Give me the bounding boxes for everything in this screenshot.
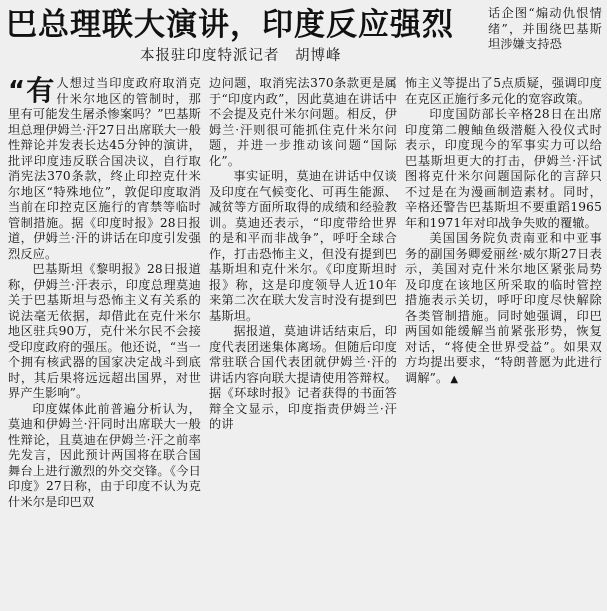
end-mark-triangle-icon: ▲ [450, 373, 459, 385]
paragraph: 话企图“煽动仇恨情绪”，并围绕巴基斯坦涉嫌支持恐 [488, 6, 602, 51]
paragraph: 印度国防部长辛格28日在出席印度第二艘鲉鱼级潜艇入役仪式时表示，印度现今的军事实力可以给巴基斯坦更大的打击，伊姆兰·汗试图将克什米尔问题国际化的言辞只不过是在为漫画制造素材。同时，辛格还警告巴基斯坦不要重蹈1965年和1971年对印战争失败的覆辙。 [405, 107, 602, 230]
article-column-3-top [488, 6, 602, 53]
article-column-1 [8, 76, 201, 510]
byline: 本报驻印度特派记者 胡博峰 [140, 48, 342, 64]
paragraph [405, 231, 602, 387]
article-column-3 [405, 76, 602, 387]
paragraph-text: 美国国务院负责南亚和中亚事务的副国务卿爱丽丝·威尔斯27日表示，美国对克什米尔地区紧张局势及印度在该地区所采取的临时管控措施表示关切，呼吁印度尽快解除各类管制措施。同时她强调，印巴两国如能缓解当前紧张形势，恢复对话，“将使全世界受益”。如果双方均提出要求，“特朗普愿为此进行调解”。 [405, 231, 602, 385]
paragraph: 事实证明，莫迪在讲话中仅谈及印度在气候变化、可再生能源、减贫等方面所取得的成绩和经验教训。莫迪还表示，“印度带给世界的是和平而非战争”，呼吁全球合作，打击恐怖主义，但没有提到巴基斯坦和克什米尔。《印度斯坦时报》称，这是印度领导人近10年来第二次在联大发言时没有提到巴基斯坦。 [209, 169, 397, 323]
drop-cap: 有 [26, 74, 55, 107]
lead-paragraph [8, 76, 201, 262]
article-column-2 [209, 76, 397, 433]
opening-quote-mark: “ [8, 76, 26, 106]
paragraph: 怖主义等提出了5点质疑，强调印度在克区正施行多元化的宽容政策。 [405, 76, 602, 106]
paragraph: 边问题，取消宪法370条款更是属于“印度内政”，因此莫迪在讲话中不会提及克什米尔问题。相反，伊姆兰·汗则很可能抓住克什米尔问题，并进一步推动该问题“国际化”。 [209, 76, 397, 168]
headline: 巴总理联大演讲，印度反应强烈 [6, 7, 454, 43]
paragraph: 巴基斯坦《黎明报》28日报道称，伊姆兰·汗表示，印度总理莫迪关于巴基斯坦与恐怖主义有关系的说法毫无依据，却借此在克什米尔地区驻兵90万，克什米尔民不会接受印度政府的强压。他还说，“当一个拥有核武器的国家决定战斗到底时，其后果将远远超出国界，对世界产生影响”。 [8, 262, 201, 400]
paragraph: 印度媒体此前普遍分析认为，莫迪和伊姆兰·汗同时出席联大一般性辩论，且莫迪在伊姆兰·汗之前率先发言，因此预计两国将在联合国舞台上进行激烈的外交交锋。《今日印度》27日称，由于印度不认为克什米尔是印巴双 [8, 401, 201, 509]
paragraph: 据报道，莫迪讲话结束后，印度代表团迷集体离场。但随后印度常驻联合国代表团就伊姆兰·汗的讲话内容向联大提请使用答辩权。据《环球时报》记者获得的书面答辩全文显示，印度指责伊姆兰·汗的讲 [209, 324, 397, 431]
lead-paragraph-text: 人想过当印度政府取消克什米尔地区的管制时，那里有可能发生屠杀惨案吗？”巴基斯坦总理伊姆兰·汗27日出席联大一般性辩论并发表长达45分钟的演讲，批评印度违反联合国决议，自行取消宪法370条款，终止印控克什米尔地区“特殊地位”，敦促印度取消当前在印控克区施行的宵禁等临时管制措施。据《印度时报》28日报道，伊姆兰·汗的讲话在印度引发强烈反应。 [8, 76, 201, 261]
